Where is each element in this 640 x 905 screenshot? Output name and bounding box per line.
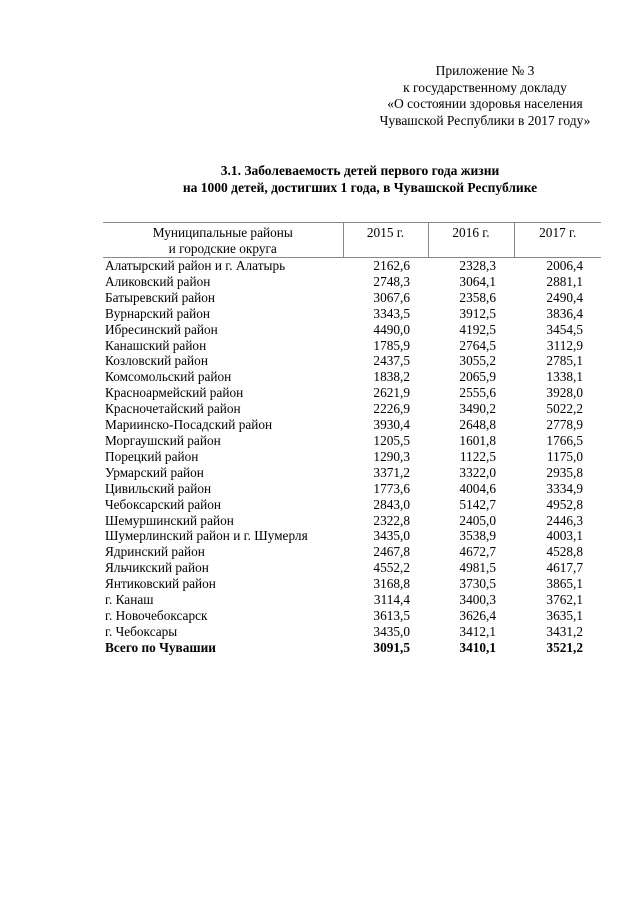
district-name: Цивильский район (105, 480, 212, 496)
district-name: Урмарский район (105, 464, 204, 480)
table-row (103, 401, 601, 417)
appendix-line: к государственному докладу (403, 79, 567, 95)
value-2015: 3067,6 (373, 289, 410, 305)
value-2017: 3431,2 (546, 623, 583, 639)
value-2015: 3343,5 (373, 305, 410, 321)
table-row (103, 369, 601, 385)
district-name: Ибресинский район (105, 321, 218, 337)
value-2016: 3538,9 (459, 528, 496, 544)
header-district (103, 223, 343, 258)
table-row (103, 608, 601, 624)
value-2017: 2778,9 (546, 417, 583, 433)
value-2015: 1205,5 (373, 432, 410, 448)
value-2017: 2446,3 (546, 512, 583, 528)
value-2017: 3112,9 (546, 337, 583, 353)
value-2015: 4490,0 (373, 321, 410, 337)
value-2015: 3613,5 (373, 607, 410, 623)
value-2015: 2843,0 (373, 496, 410, 512)
table-row (103, 385, 601, 401)
value-2017: 3635,1 (546, 607, 583, 623)
table-row (103, 528, 601, 544)
value-2017: 1766,5 (546, 432, 583, 448)
value-2017: 4617,7 (546, 560, 583, 576)
value-2016: 3626,4 (459, 607, 496, 623)
value-2015: 2226,9 (373, 401, 410, 417)
table-row (103, 417, 601, 433)
value-2015: 1773,6 (373, 480, 410, 496)
table-total-row (103, 640, 601, 656)
value-2017: 1175,0 (546, 448, 583, 464)
value-2016: 2555,6 (459, 385, 496, 401)
table-row (103, 513, 601, 529)
header-district-line-1: Муниципальные районы (152, 225, 293, 240)
value-2016: 3055,2 (459, 353, 496, 369)
value-2015: 2621,9 (373, 385, 410, 401)
value-2015: 2748,3 (373, 273, 410, 289)
table-row (103, 497, 601, 513)
district-name: Моргаушский район (105, 432, 221, 448)
value-2016: 2328,3 (459, 258, 496, 273)
district-name: Красночетайский район (105, 401, 241, 417)
value-2015: 2322,8 (373, 512, 410, 528)
value-2015: 3435,0 (373, 528, 410, 544)
value-2016: 3412,1 (459, 623, 496, 639)
value-2017: 3928,0 (546, 385, 583, 401)
table-row (103, 481, 601, 497)
table-row (103, 576, 601, 592)
district-name: г. Новочебоксарск (105, 607, 208, 623)
value-2016: 4004,6 (459, 480, 496, 496)
district-name: Батыревский район (105, 289, 216, 305)
appendix-line: «О состоянии здоровья населения (387, 96, 583, 111)
district-name: Мариинско-Посадский район (105, 417, 273, 433)
district-name: Порецкий район (105, 448, 199, 464)
value-2016: 2764,5 (459, 337, 496, 353)
value-2015: 3168,8 (373, 576, 410, 592)
value-2016: 3490,2 (459, 401, 496, 417)
title-line-1: 3.1. Заболеваемость детей первого года жизни (220, 163, 500, 178)
total-name: Всего по Чувашии (105, 639, 216, 655)
value-2017: 3454,5 (546, 321, 583, 337)
district-name: Аликовский район (105, 273, 211, 289)
table-row (103, 433, 601, 449)
value-2017: 2935,8 (546, 464, 583, 480)
district-name: Шумерлинский район и г. Шумерля (105, 528, 308, 544)
value-2016: 3912,5 (459, 305, 496, 321)
district-name: Козловский район (105, 353, 208, 369)
table-row (103, 274, 601, 290)
value-2015: 2437,5 (373, 353, 410, 369)
value-2015: 1290,3 (373, 448, 410, 464)
value-2017: 2490,4 (546, 289, 583, 305)
value-2016: 2405,0 (459, 512, 496, 528)
appendix-note (340, 63, 630, 129)
value-2015: 2162,6 (373, 258, 410, 273)
district-name: г. Чебоксары (105, 623, 178, 639)
table-title (60, 163, 640, 196)
table-row (103, 306, 601, 322)
table-row (103, 258, 601, 274)
value-2016: 3400,3 (459, 592, 496, 608)
appendix-line: Приложение № 3 (435, 63, 535, 78)
district-name: Канашский район (105, 337, 207, 353)
district-name: Ядринский район (105, 544, 205, 560)
total-value-2016: 3410,1 (459, 639, 496, 655)
value-2016: 2358,6 (459, 289, 496, 305)
appendix-line: Чувашской Республики в 2017 году» (379, 112, 591, 128)
total-value-2017: 3521,2 (546, 639, 583, 655)
table-row (103, 353, 601, 369)
table-row (103, 465, 601, 481)
district-name: Янтиковский район (105, 576, 216, 592)
table-row (103, 624, 601, 640)
district-name: Алатырский район и г. Алатырь (105, 258, 286, 273)
value-2016: 1601,8 (459, 432, 496, 448)
value-2016: 2065,9 (459, 369, 496, 385)
value-2017: 3762,1 (546, 592, 583, 608)
district-name: Чебоксарский район (105, 496, 222, 512)
value-2015: 1838,2 (373, 369, 410, 385)
table-row (103, 322, 601, 338)
value-2016: 1122,5 (459, 448, 496, 464)
district-name: Комсомольский район (105, 369, 232, 385)
morbidity-table (103, 222, 601, 656)
district-name: Вурнарский район (105, 305, 211, 321)
value-2016: 4192,5 (459, 321, 496, 337)
value-2017: 2881,1 (546, 273, 583, 289)
table-row (103, 338, 601, 354)
value-2016: 2648,8 (459, 417, 496, 433)
header-year-2016: 2016 г. (428, 223, 514, 258)
value-2015: 1785,9 (373, 337, 410, 353)
value-2017: 4528,8 (546, 544, 583, 560)
title-line-2: на 1000 детей, достигших 1 года, в Чувашской Республике (182, 179, 538, 195)
value-2017: 3334,9 (546, 480, 583, 496)
value-2016: 3730,5 (459, 576, 496, 592)
value-2015: 3435,0 (373, 623, 410, 639)
value-2017: 2785,1 (546, 353, 583, 369)
table-header-row (103, 223, 601, 258)
header-year-2017: 2017 г. (514, 223, 601, 258)
value-2015: 3371,2 (373, 464, 410, 480)
district-name: Яльчикский район (105, 560, 209, 576)
value-2016: 3322,0 (459, 464, 496, 480)
value-2016: 4672,7 (459, 544, 496, 560)
district-name: Шемуршинский район (105, 512, 234, 528)
district-name: г. Канаш (105, 592, 154, 608)
total-value-2015: 3091,5 (373, 639, 410, 655)
table-row (103, 449, 601, 465)
table-row (103, 290, 601, 306)
value-2017: 3865,1 (546, 576, 583, 592)
table-row (103, 560, 601, 576)
value-2015: 2467,8 (373, 544, 410, 560)
value-2017: 2006,4 (546, 258, 583, 273)
value-2017: 5022,2 (546, 401, 583, 417)
value-2017: 4952,8 (546, 496, 583, 512)
value-2015: 3930,4 (373, 417, 410, 433)
table-row (103, 592, 601, 608)
value-2016: 4981,5 (459, 560, 496, 576)
district-name: Красноармейский район (105, 385, 244, 401)
value-2015: 4552,2 (373, 560, 410, 576)
header-year-2015: 2015 г. (343, 223, 428, 258)
value-2015: 3114,4 (373, 592, 410, 608)
value-2017: 4003,1 (546, 528, 583, 544)
value-2017: 1338,1 (546, 369, 583, 385)
value-2016: 3064,1 (459, 273, 496, 289)
table-row (103, 544, 601, 560)
header-district-line-2: и городские округа (168, 240, 277, 256)
value-2017: 3836,4 (546, 305, 583, 321)
value-2016: 5142,7 (459, 496, 496, 512)
